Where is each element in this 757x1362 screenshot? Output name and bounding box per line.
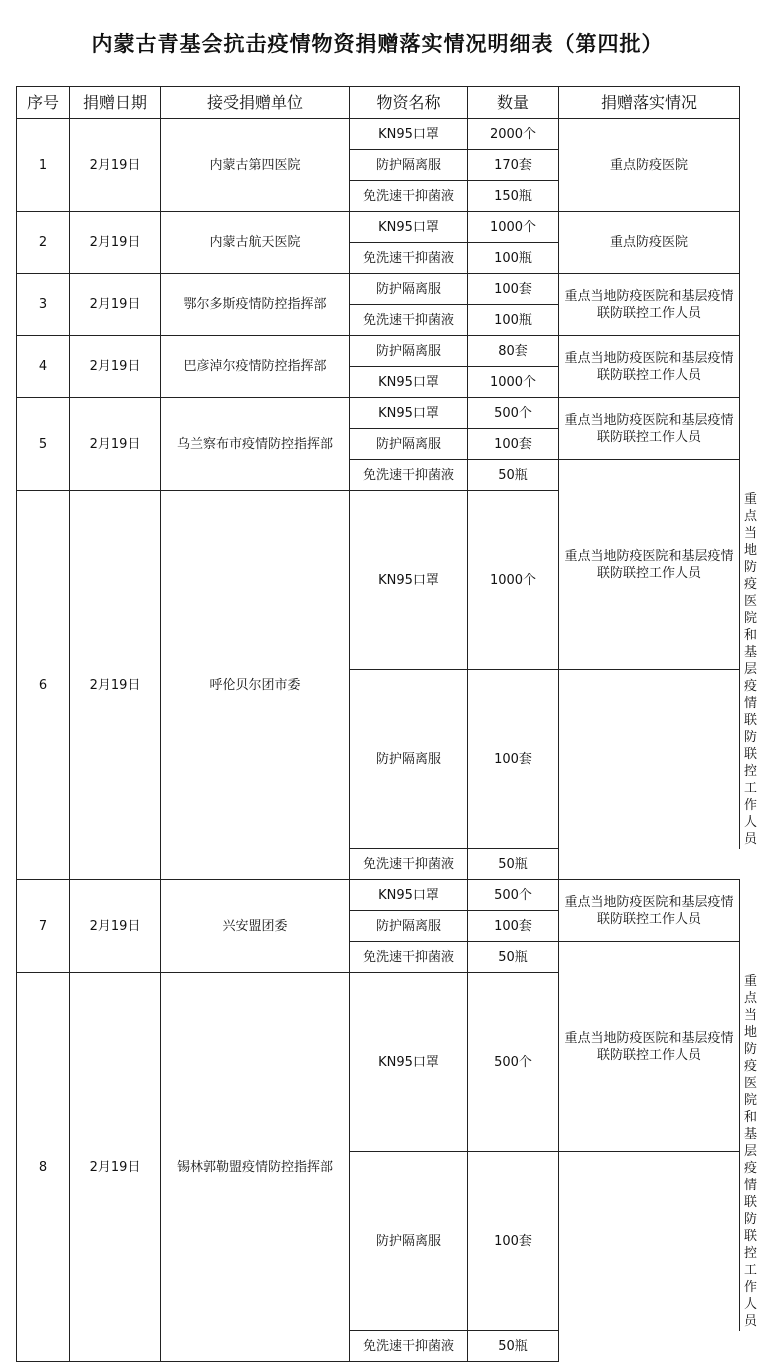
item-name-cell: 防护隔离服	[350, 150, 468, 181]
date-cell: 2月19日	[70, 274, 161, 336]
table-row	[17, 274, 740, 305]
quantity-cell: 100套	[468, 670, 559, 849]
quantity-cell: 100套	[468, 1152, 559, 1331]
table-row	[17, 880, 740, 911]
seq-cell: 5	[17, 398, 70, 491]
quantity-cell: 1000个	[468, 367, 559, 398]
item-name-cell: 免洗速干抑菌液	[350, 305, 468, 336]
item-name-cell: KN95口罩	[350, 212, 468, 243]
item-name-cell: 防护隔离服	[350, 336, 468, 367]
status-cell: 重点防疫医院	[559, 119, 740, 212]
quantity-cell: 80套	[468, 336, 559, 367]
seq-cell: 1	[17, 119, 70, 212]
item-name-cell: 免洗速干抑菌液	[350, 181, 468, 212]
item-name-cell: KN95口罩	[350, 973, 468, 1152]
recipient-cell: 内蒙古航天医院	[161, 212, 350, 274]
item-name-cell: 防护隔离服	[350, 1152, 468, 1331]
quantity-cell: 100瓶	[468, 305, 559, 336]
recipient-cell: 巴彦淖尔疫情防控指挥部	[161, 336, 350, 398]
date-cell: 2月19日	[70, 398, 161, 491]
quantity-cell: 500个	[468, 973, 559, 1152]
table-row: 8 2月19日 锡林郭勒盟疫情防控指挥部 KN95口罩 500个 重点当地防疫医院和基层疫情联防联控工作人员	[17, 973, 740, 1152]
quantity-cell: 50瓶	[468, 1331, 559, 1362]
recipient-cell: 呼伦贝尔团市委	[161, 491, 350, 880]
status-cell: 重点当地防疫医院和基层疫情联防联控工作人员	[559, 880, 740, 942]
quantity-cell: 500个	[468, 880, 559, 911]
table-body	[17, 119, 757, 1362]
item-name-cell: KN95口罩	[350, 880, 468, 911]
quantity-cell: 50瓶	[468, 849, 559, 880]
seq-cell: 7	[17, 880, 70, 973]
status-cell: 重点当地防疫医院和基层疫情联防联控工作人员	[559, 942, 740, 1152]
quantity-cell: 100瓶	[468, 243, 559, 274]
table-row	[17, 212, 740, 243]
item-name-cell: 免洗速干抑菌液	[350, 1331, 468, 1362]
header-cell: 序号	[17, 87, 70, 119]
quantity-cell: 100套	[468, 911, 559, 942]
date-cell: 2月19日	[70, 491, 161, 880]
status-cell: 重点当地防疫医院和基层疫情联防联控工作人员	[559, 398, 740, 460]
recipient-cell: 鄂尔多斯疫情防控指挥部	[161, 274, 350, 336]
seq-cell: 2	[17, 212, 70, 274]
table-row	[17, 336, 740, 367]
quantity-cell: 1000个	[468, 212, 559, 243]
item-name-cell: KN95口罩	[350, 491, 468, 670]
recipient-cell: 内蒙古第四医院	[161, 119, 350, 212]
header-cell: 物资名称	[350, 87, 468, 119]
date-cell: 2月19日	[70, 973, 161, 1362]
table-row: 6 2月19日 呼伦贝尔团市委 KN95口罩 1000个 重点当地防疫医院和基层疫情联防联控工作人员	[17, 491, 740, 670]
header-cell: 数量	[468, 87, 559, 119]
recipient-cell: 兴安盟团委	[161, 880, 350, 973]
donation-table	[16, 86, 757, 1362]
quantity-cell: 1000个	[468, 491, 559, 670]
header-cell: 捐赠日期	[70, 87, 161, 119]
item-name-cell: 免洗速干抑菌液	[350, 942, 468, 973]
item-name-cell: 免洗速干抑菌液	[350, 460, 468, 491]
item-name-cell: KN95口罩	[350, 119, 468, 150]
table-row	[17, 398, 740, 429]
seq-cell: 4	[17, 336, 70, 398]
item-name-cell: KN95口罩	[350, 398, 468, 429]
date-cell: 2月19日	[70, 336, 161, 398]
status-cell: 重点防疫医院	[559, 212, 740, 274]
page-title: 内蒙古青基会抗击疫情物资捐赠落实情况明细表（第四批）	[91, 32, 664, 56]
status-cell: 重点当地防疫医院和基层疫情联防联控工作人员	[559, 274, 740, 336]
header-cell: 接受捐赠单位	[161, 87, 350, 119]
quantity-cell: 50瓶	[468, 942, 559, 973]
status-cell: 重点当地防疫医院和基层疫情联防联控工作人员	[559, 336, 740, 398]
header-row	[17, 87, 740, 119]
item-name-cell: 防护隔离服	[350, 670, 468, 849]
quantity-cell: 100套	[468, 274, 559, 305]
item-name-cell: 防护隔离服	[350, 911, 468, 942]
quantity-cell: 170套	[468, 150, 559, 181]
item-name-cell: 防护隔离服	[350, 274, 468, 305]
header-cell: 捐赠落实情况	[559, 87, 740, 119]
seq-cell: 3	[17, 274, 70, 336]
table-row	[17, 119, 740, 150]
quantity-cell: 100套	[468, 429, 559, 460]
recipient-cell: 锡林郭勒盟疫情防控指挥部	[161, 973, 350, 1362]
status-cell: 重点当地防疫医院和基层疫情联防联控工作人员	[559, 460, 740, 670]
quantity-cell: 500个	[468, 398, 559, 429]
date-cell: 2月19日	[70, 880, 161, 973]
item-name-cell: 免洗速干抑菌液	[350, 243, 468, 274]
seq-cell: 8	[17, 973, 70, 1362]
item-name-cell: 防护隔离服	[350, 429, 468, 460]
date-cell: 2月19日	[70, 212, 161, 274]
date-cell: 2月19日	[70, 119, 161, 212]
quantity-cell: 50瓶	[468, 460, 559, 491]
seq-cell: 6	[17, 491, 70, 880]
recipient-cell: 乌兰察布市疫情防控指挥部	[161, 398, 350, 491]
quantity-cell: 150瓶	[468, 181, 559, 212]
quantity-cell: 2000个	[468, 119, 559, 150]
item-name-cell: 免洗速干抑菌液	[350, 849, 468, 880]
item-name-cell: KN95口罩	[350, 367, 468, 398]
